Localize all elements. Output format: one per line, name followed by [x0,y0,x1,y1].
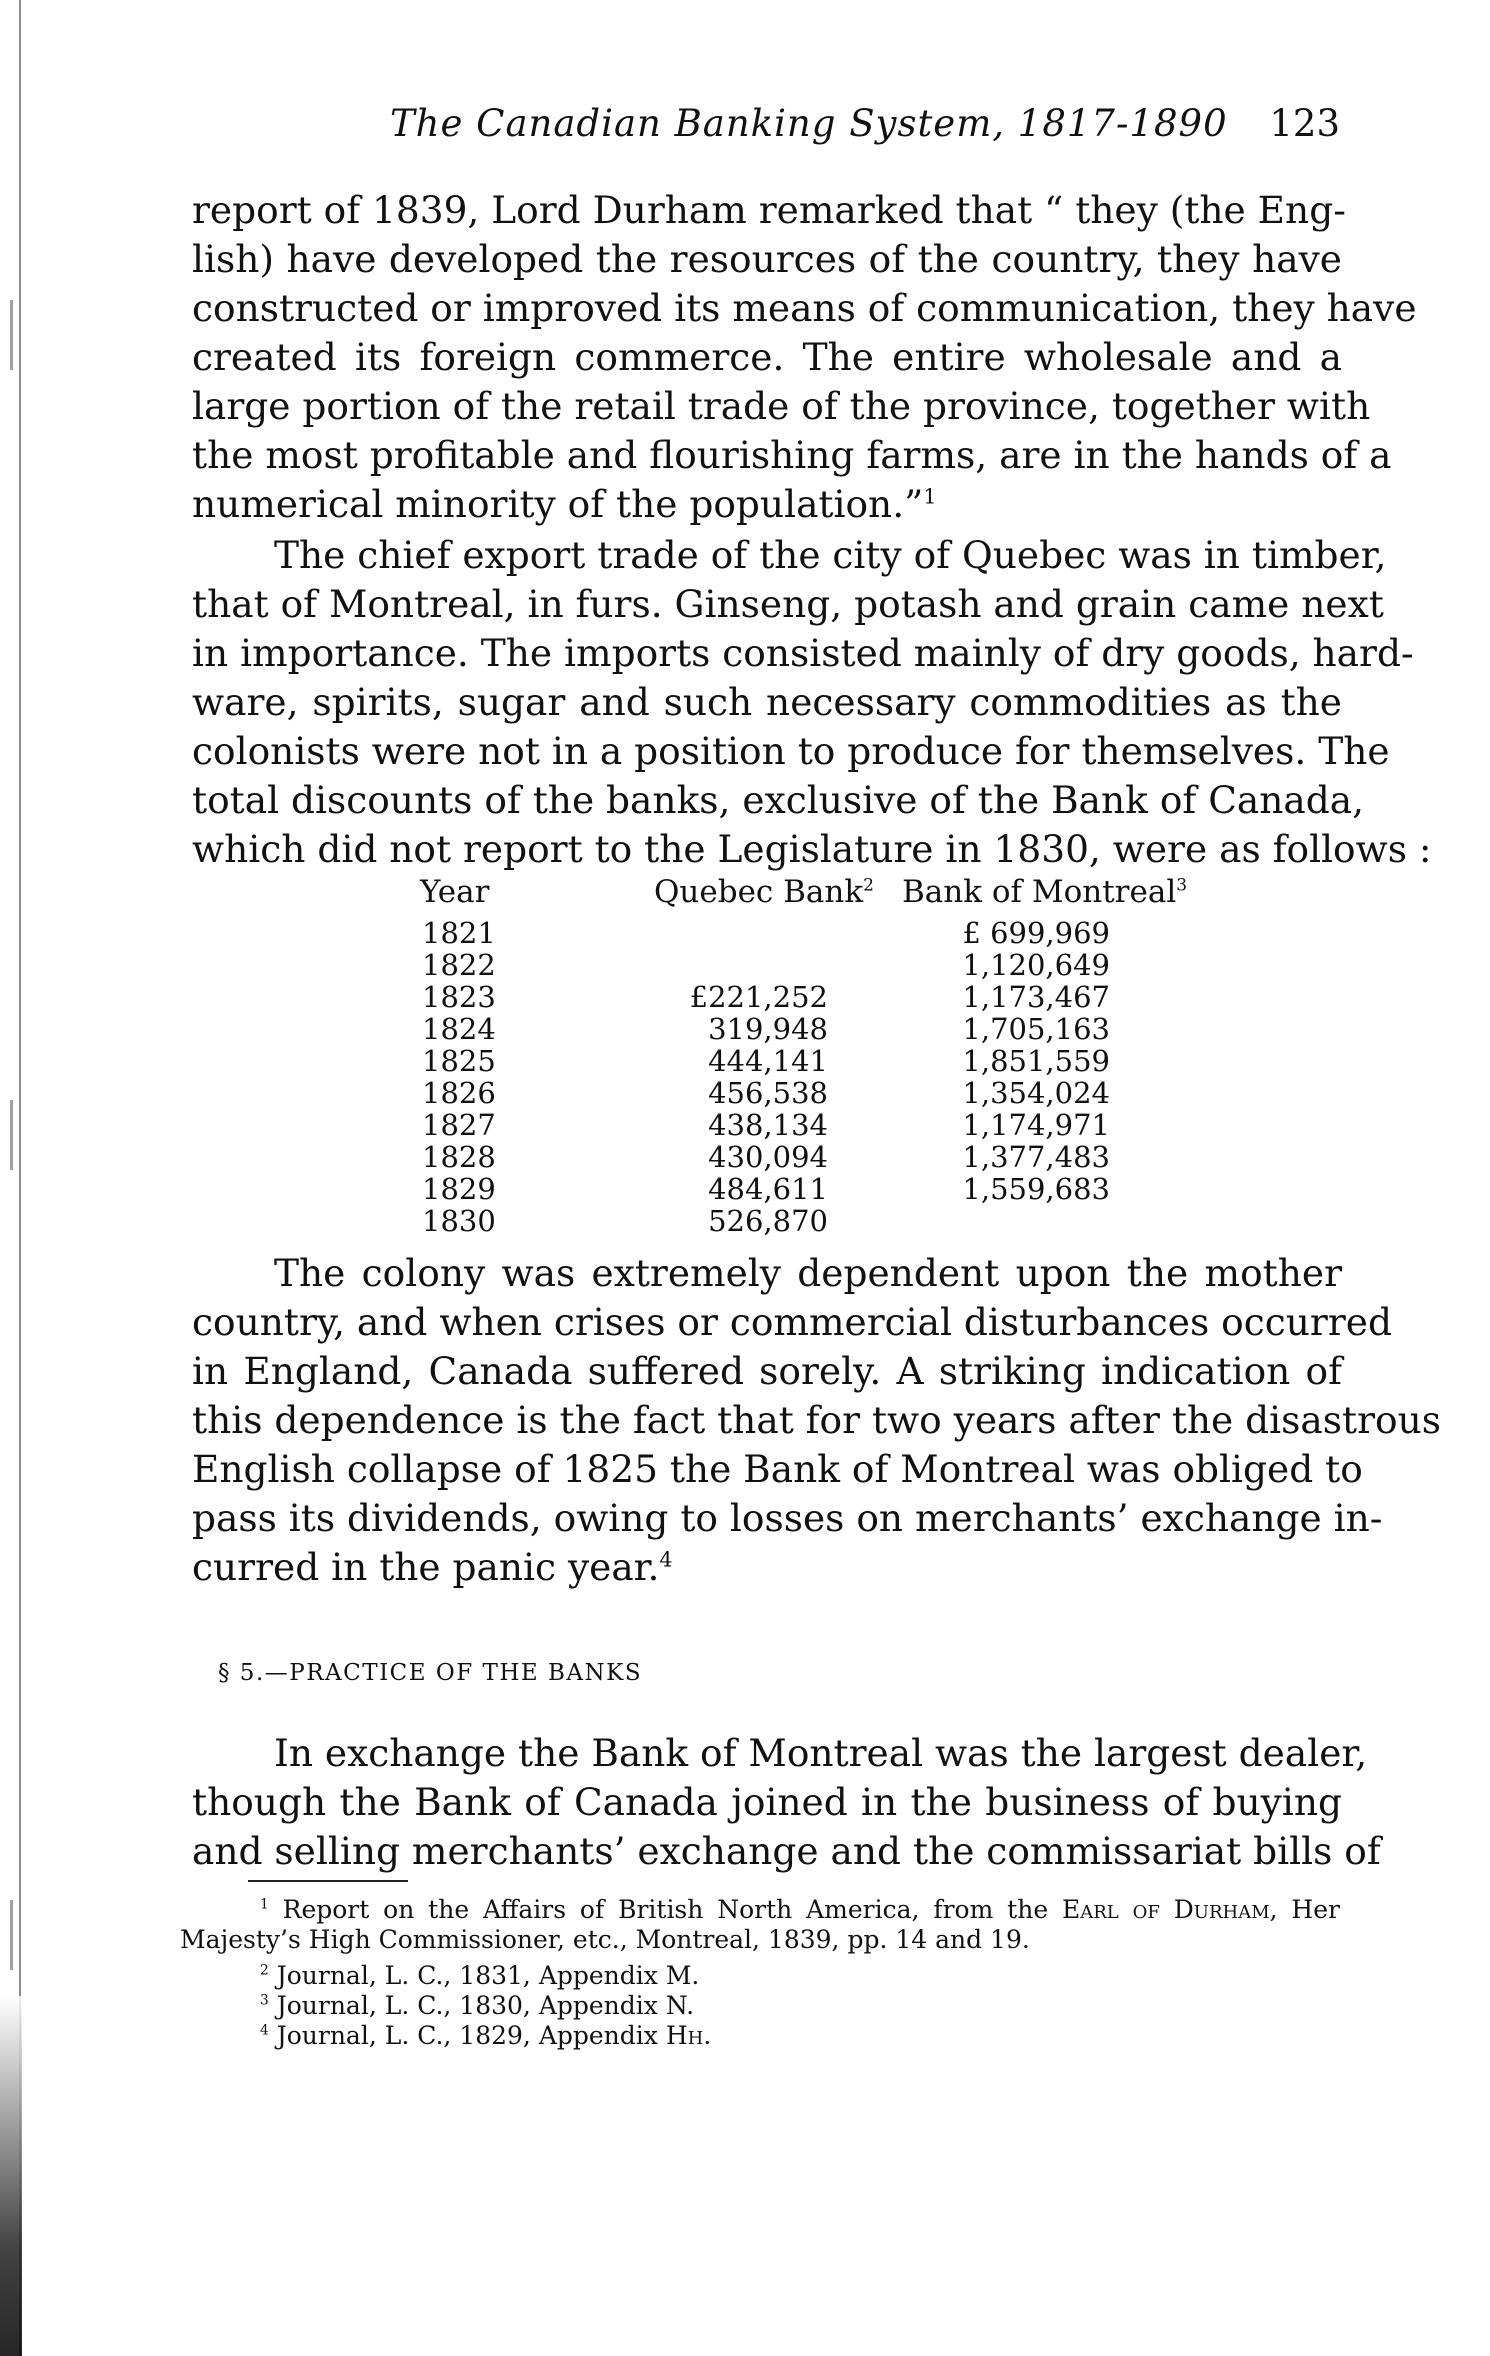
running-title: The Canadian Banking System, 1817-1890 [390,102,1228,145]
text-line: and selling merchants’ exchange and the commissariat bills of [192,1829,1381,1873]
cell-bank-of-montreal: 1,851,559 [962,1044,1110,1078]
footnote-ref: 1 [923,484,937,509]
paragraph-durham-quote [192,186,1417,529]
cell-year: 1821 [422,916,496,950]
footnote-text: . [703,2021,712,2050]
footnote-2 [180,1961,1340,1991]
scan-mark [10,1900,13,1970]
footnote-text: Journal, L. C., 1830, Appendix N. [276,1991,695,2020]
footnote-text: Journal, L. C., 1829, Appendix [276,2021,658,2050]
table-header-row [420,874,1220,916]
text-line: large portion of the retail trade of the province, together with [192,384,1371,428]
section-heading: § 5.—PRACTICE OF THE BANKS [218,1660,643,1686]
cell-year: 1830 [422,1204,496,1238]
cell-quebec-bank: 526,870 [708,1204,828,1238]
column-header-text: Bank of Montreal [902,874,1177,910]
text-line: though the Bank of Canada joined in the business of buying [192,1780,1342,1824]
cell-bank-of-montreal: 1,559,683 [962,1172,1110,1206]
text-line [192,1543,1342,1592]
cell-quebec-bank: 444,141 [708,1044,828,1078]
cell-year: 1827 [422,1108,496,1142]
footnote-divider [248,1880,408,1882]
footnote-text: Journal, L. C., 1831, Appendix M. [276,1961,700,1990]
page-gutter [0,0,22,2356]
cell-year: 1826 [422,1076,496,1110]
cell-year: 1825 [422,1044,496,1078]
text-line: ware, spirits, sugar and such necessary commodities as the [192,680,1342,724]
footnote-ref: 4 [659,1547,673,1572]
text-line: constructed or improved its means of communication, they have [192,286,1417,330]
footnote-1 [180,1895,1340,1925]
column-header-text: Quebec Bank [654,874,864,910]
text-line: report of 1839, Lord Durham remarked that “ they (the Eng- [192,188,1346,232]
text-line: lish) have developed the resources of the country, they have [192,237,1342,281]
footnotes [180,1895,1340,2051]
text-line: in England, Canada suffered sorely. A striking indication of [192,1349,1342,1393]
column-header-bank-of-montreal [902,874,1187,910]
text-line: country, and when crises or commercial disturbances occurred [192,1300,1392,1344]
footnote-3 [180,1991,1340,2021]
footnote-mark: 4 [260,2022,269,2039]
text-line: The chief export trade of the city of Quebec was in timber, [274,533,1387,577]
cell-quebec-bank: 438,134 [708,1108,828,1142]
paragraph-practice-of-banks [192,1729,1381,1876]
scan-mark [10,300,13,370]
cell-bank-of-montreal: 1,705,163 [962,1012,1110,1046]
text-line: In exchange the Bank of Montreal was the largest dealer, [274,1731,1368,1775]
text-line-content: numerical minority of the population.” [192,482,924,526]
footnote-appendix: Hh [665,2021,704,2050]
table-row [420,1108,1220,1140]
cell-year: 1828 [422,1140,496,1174]
cell-year: 1822 [422,948,496,982]
cell-quebec-bank: 430,094 [708,1140,828,1174]
footnote-ref: 2 [863,875,874,896]
cell-bank-of-montreal: 1,354,024 [962,1076,1110,1110]
table-row [420,916,1220,948]
cell-bank-of-montreal: 1,173,467 [962,980,1110,1014]
running-header [180,102,1340,152]
paragraph-export-trade [192,531,1432,874]
footnote-mark: 2 [260,1962,269,1979]
text-line: total discounts of the banks, exclusive of the Bank of Canada, [192,778,1365,822]
footnote-author: Earl of Durham [1062,1895,1270,1924]
table-row [420,1076,1220,1108]
table-row [420,1044,1220,1076]
cell-year: 1829 [422,1172,496,1206]
text-line: in importance. The imports consisted mainly of dry goods, hard- [192,631,1414,675]
footnote-text: Report on the Affairs of British North America, from the [282,1895,1049,1924]
table-row [420,1172,1220,1204]
text-line: pass its dividends, owing to losses on merchants’ exchange in- [192,1496,1383,1540]
footnote-text: , Her [1269,1895,1340,1924]
footnote-ref: 3 [1176,875,1188,896]
footnote-mark: 1 [260,1896,269,1913]
footnote-mark: 3 [260,1992,269,2009]
cell-bank-of-montreal: 1,174,971 [962,1108,1110,1142]
text-line: The colony was extremely dependent upon the mother [274,1251,1342,1295]
cell-quebec-bank: 484,611 [708,1172,828,1206]
table-row [420,948,1220,980]
text-line: created its foreign commerce. The entire wholesale and a [192,335,1342,379]
text-line: which did not report to the Legislature in 1830, were as follows : [192,827,1432,871]
scan-shadow [0,1996,22,2356]
table-row [420,980,1220,1012]
footnote-1-continued: Majesty’s High Commissioner, etc., Montreal, 1839, pp. 14 and 19. [180,1925,1030,1954]
cell-year: 1824 [422,1012,496,1046]
text-line: colonists were not in a position to produce for themselves. The [192,729,1390,773]
text-line: this dependence is the fact that for two years after the disastrous [192,1398,1441,1442]
cell-quebec-bank: 319,948 [708,1012,828,1046]
page-number: 123 [1269,102,1340,145]
scan-mark [10,1100,13,1170]
cell-bank-of-montreal: 1,120,649 [962,948,1110,982]
paragraph-colony-dependence [192,1249,1441,1592]
text-line: that of Montreal, in furs. Ginseng, potash and grain came next [192,582,1384,626]
column-header-quebec-bank [654,874,874,910]
cell-year: 1823 [422,980,496,1014]
cell-quebec-bank: 456,538 [708,1076,828,1110]
text-line: the most profitable and flourishing farms, are in the hands of a [192,433,1392,477]
text-line-content: curred in the panic year. [192,1545,660,1589]
table-row [420,1204,1220,1236]
text-line: English collapse of 1825 the Bank of Montreal was obliged to [192,1447,1363,1491]
table-row [420,1140,1220,1172]
table-row [420,1012,1220,1044]
footnote-4 [180,2021,1340,2051]
cell-bank-of-montreal: 1,377,483 [962,1140,1110,1174]
cell-quebec-bank: £221,252 [689,980,828,1014]
cell-bank-of-montreal: £ 699,969 [962,916,1110,950]
column-header-year: Year [420,874,490,910]
text-line [192,480,1342,529]
